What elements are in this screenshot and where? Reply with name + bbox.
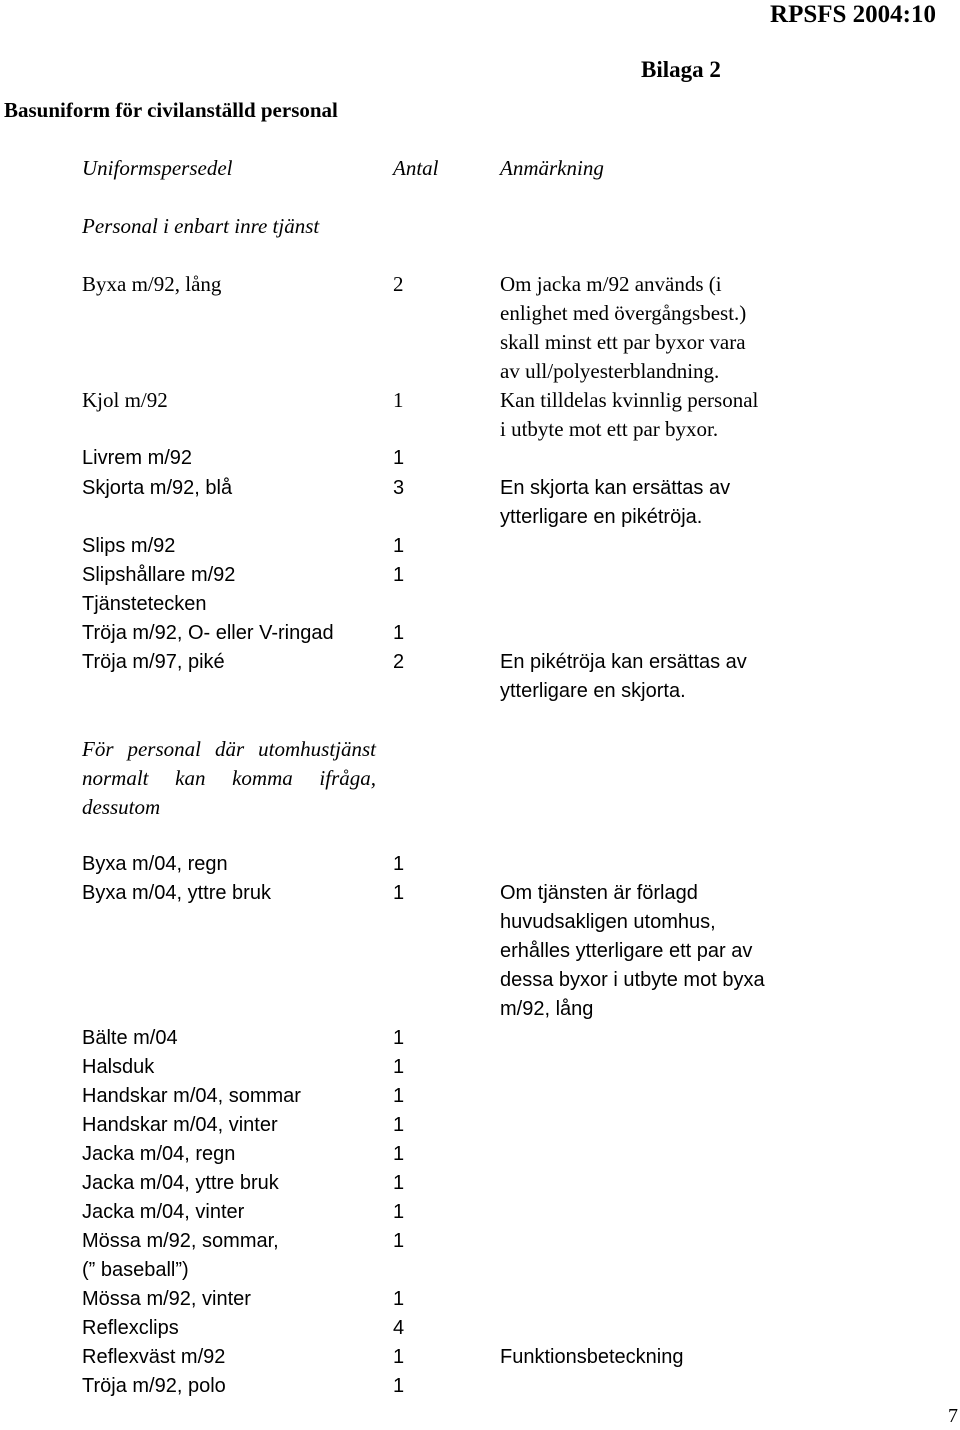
page-number: 7	[948, 1405, 958, 1427]
item-quantity: 2	[393, 272, 404, 296]
item-remark: Kan tilldelas kvinnlig personal i utbyte mot ett par byxor.	[500, 388, 759, 441]
item-name: Tröja m/92, O- eller V-ringad	[82, 622, 334, 644]
item-remark: En pikétröja kan ersättas av ytterligare en skjorta.	[500, 651, 747, 702]
item-name: Byxa m/04, yttre bruk	[82, 882, 271, 904]
item-name: Halsduk	[82, 1056, 155, 1078]
item-quantity: 1	[393, 1143, 405, 1165]
item-name: Kjol m/92	[82, 388, 168, 412]
item-name: Slips m/92	[82, 535, 176, 557]
item-remark: Om tjänsten är förlagd huvudsakligen utomhus, erhålles ytterligare ett par av dessa byxor i utbyte mot byxa m/92, lång	[500, 882, 765, 1020]
item-name: Livrem m/92	[82, 447, 193, 469]
item-name: Reflexclips	[82, 1317, 179, 1339]
item-remark: En skjorta kan ersättas av ytterligare en pikétröja.	[500, 477, 731, 528]
item-quantity: 1	[393, 1085, 405, 1107]
item-name: Jacka m/04, regn	[82, 1143, 236, 1165]
section-heading-inner-service: Personal i enbart inre tjänst	[82, 214, 320, 238]
item-name: Slipshållare m/92	[82, 564, 236, 586]
item-remark: Funktionsbeteckning	[500, 1346, 684, 1368]
item-quantity: 1	[393, 1201, 405, 1223]
item-quantity: 1	[393, 622, 405, 644]
item-name: Tröja m/92, polo	[82, 1375, 226, 1397]
column-header-remark: Anmärkning	[500, 156, 604, 180]
appendix-label: Bilaga 2	[641, 57, 721, 82]
item-quantity: 1	[393, 564, 405, 586]
item-quantity: 1	[393, 853, 405, 875]
item-name: Handskar m/04, vinter	[82, 1114, 278, 1136]
item-name: Jacka m/04, vinter	[82, 1201, 245, 1223]
item-name: Reflexväst m/92	[82, 1346, 226, 1368]
item-quantity: 1	[393, 1027, 405, 1049]
item-quantity: 3	[393, 477, 405, 499]
item-quantity: 1	[393, 535, 405, 557]
item-quantity: 1	[393, 1346, 405, 1368]
page-title: Basuniform för civilanställd personal	[4, 98, 338, 122]
item-name: Mössa m/92, sommar, (” baseball”)	[82, 1230, 279, 1281]
item-quantity: 1	[393, 1230, 405, 1252]
item-quantity: 1	[393, 1375, 405, 1397]
column-header-item: Uniformspersedel	[82, 156, 233, 180]
item-name: Bälte m/04	[82, 1027, 178, 1049]
section-heading-outdoor-service: För personal där utomhustjänst normalt kan komma ifråga, dessutom	[82, 737, 376, 819]
item-quantity: 4	[393, 1317, 405, 1339]
item-quantity: 1	[393, 1114, 405, 1136]
document-code: RPSFS 2004:10	[770, 1, 936, 28]
item-name: Byxa m/04, regn	[82, 853, 228, 875]
item-name: Handskar m/04, sommar	[82, 1085, 301, 1107]
item-name: Mössa m/92, vinter	[82, 1288, 251, 1310]
item-name: Jacka m/04, yttre bruk	[82, 1172, 279, 1194]
item-name: Byxa m/92, lång	[82, 272, 222, 296]
item-quantity: 1	[393, 1056, 405, 1078]
item-name: Tröja m/97, piké	[82, 651, 225, 673]
item-quantity: 1	[393, 447, 405, 469]
item-name: Tjänstetecken	[82, 593, 207, 615]
column-header-quantity: Antal	[393, 156, 439, 180]
item-name: Skjorta m/92, blå	[82, 477, 233, 499]
item-quantity: 1	[393, 882, 405, 904]
item-quantity: 1	[393, 1172, 405, 1194]
item-quantity: 2	[393, 651, 405, 673]
item-quantity: 1	[393, 1288, 405, 1310]
item-quantity: 1	[393, 388, 404, 412]
item-remark: Om jacka m/92 används (i enlighet med övergångsbest.) skall minst ett par byxor vara av ull/polyesterblandning.	[500, 272, 747, 383]
